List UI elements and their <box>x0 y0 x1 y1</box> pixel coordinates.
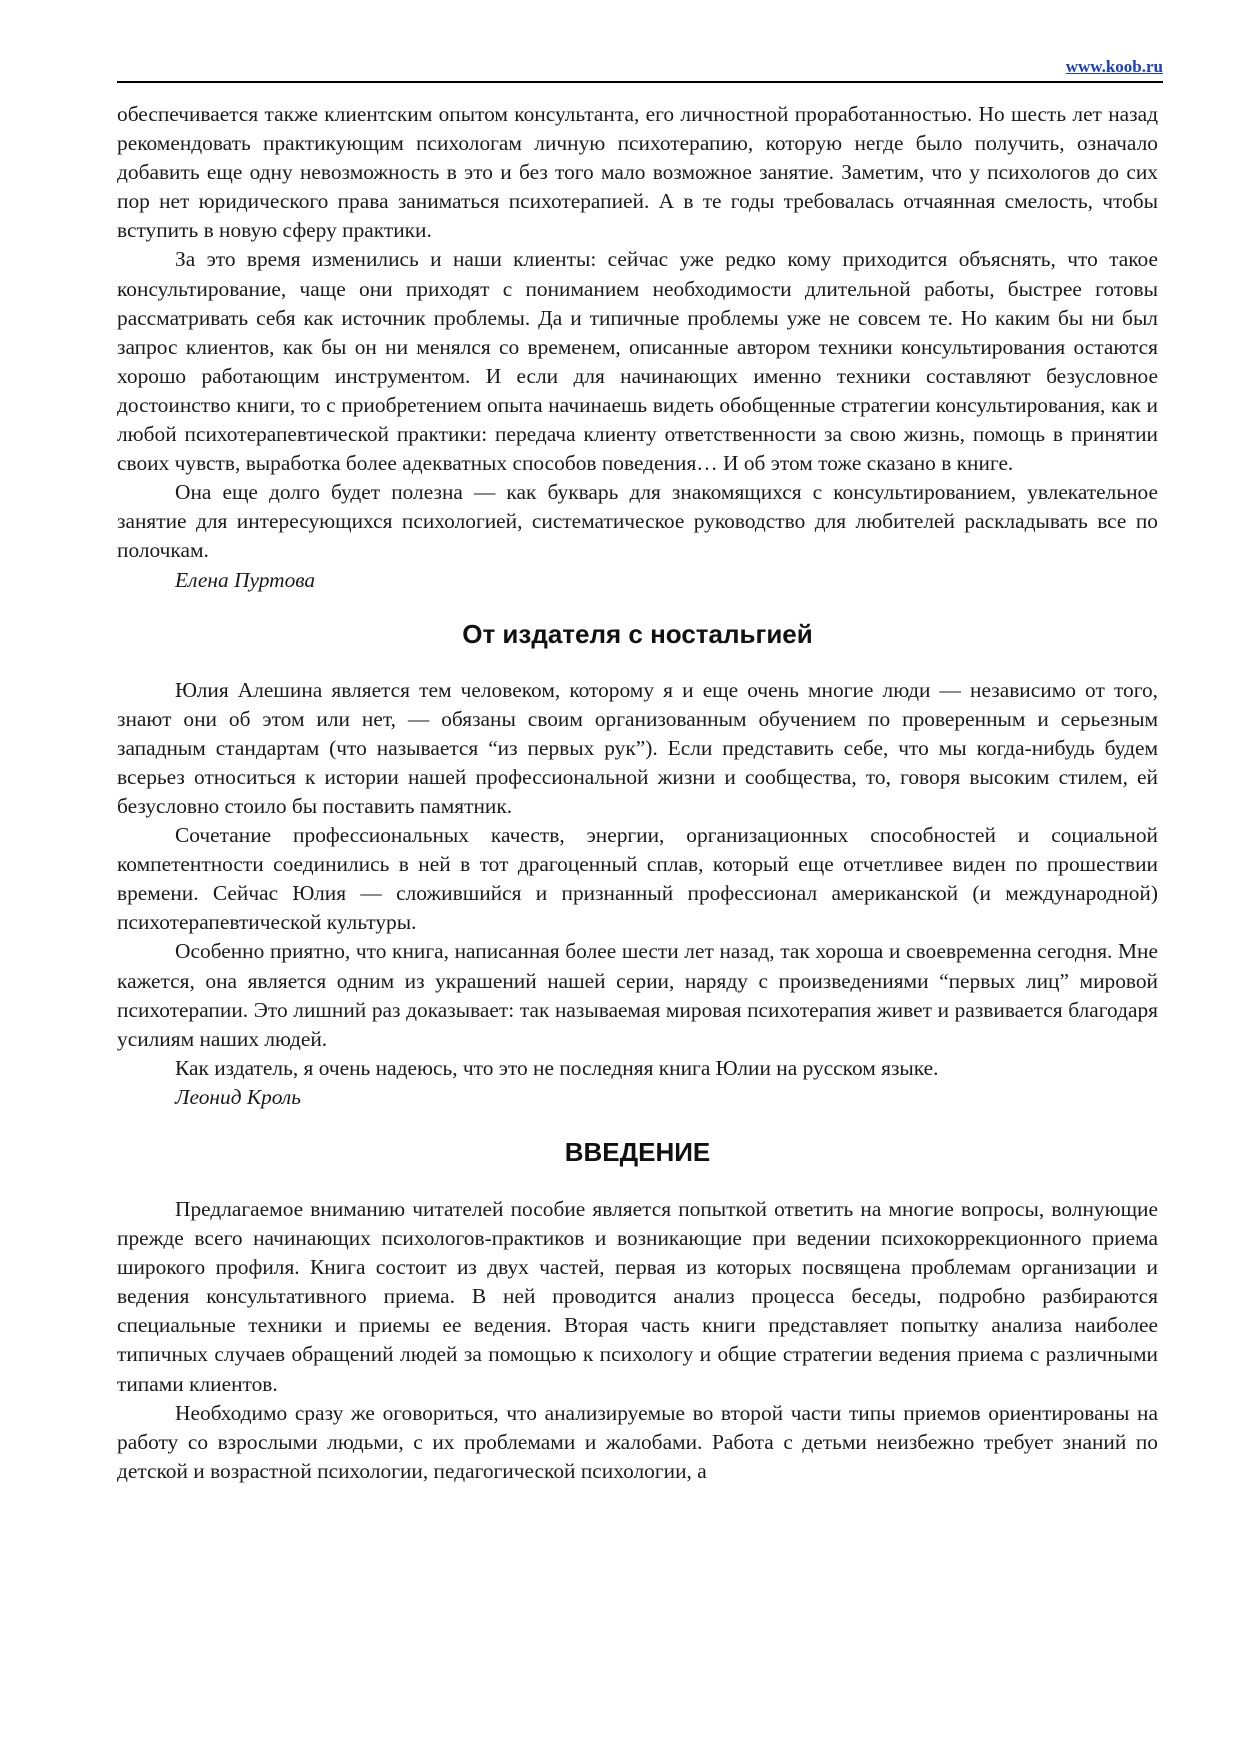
signature: Леонид Кроль <box>175 1084 301 1109</box>
paragraph: За это время изменились и наши клиенты: сейчас уже редко кому приходится объяснять, что такое консультирование, чаще они приходят с пониманием необходимости длительной работы, быстрее готовы рассматривать себя как источник проблемы. Да и типичные проблемы уже не совсем те. Но каким бы ни был запрос клиентов, как бы он ни менялся со временем, описанные автором техники консультирования остаются хорошо работающим инструментом. И если для начинающих именно техники составляют безусловное достоинство книги, то с приобретением опыта начинаешь видеть обобщенные стратегии консультирования, как и любой психотерапевтической практики: передача клиенту ответственности за свою жизнь, помощь в принятии своих чувств, выработка более адекватных способов поведения… И об этом тоже сказано в книге. <box>117 247 1158 476</box>
site-link[interactable]: www.koob.ru <box>1065 57 1163 76</box>
paragraph: Она еще долго будет полезна — как букварь для знакомящихся с консультированием, увлекательное занятие для интересующихся психологией, систематическое руководство для любителей раскладывать все по полочкам. <box>117 480 1158 563</box>
page-body <box>117 100 1158 1486</box>
paragraph: Особенно приятно, что книга, написанная более шести лет назад, так хороша и своевременна сегодня. Мне кажется, она является одним из украшений нашей серии, наряду с произведениями “первых лиц” мировой психотерапии. Это лишний раз доказывает: так называемая мировая психотерапия живет и развивается благодаря усилиям наших людей. <box>117 939 1158 1051</box>
paragraph: Сочетание профессиональных качеств, энергии, организационных способностей и социальной компетентности соединились в ней в тот драгоценный сплав, который еще отчетливее виден по прошествии времени. Сейчас Юлия — сложившийся и признанный профессионал американской (и международной) психотерапевтической культуры. <box>117 823 1158 935</box>
section-heading: ВВЕДЕНИЕ <box>564 1137 711 1167</box>
paragraph: Необходимо сразу же оговориться, что анализируемые во второй части типы приемов ориентированы на работу со взрослыми людьми, с их проблемами и жалобами. Работа с детьми неизбежно требует знаний по детской и возрастной психологии, педагогической психологии, а <box>117 1400 1158 1483</box>
paragraph: обеспечивается также клиентским опытом консультанта, его личностной проработанностью. Но шесть лет назад рекомендовать практикующим психологам личную психотерапию, которую негде было получить, означало добавить еще одну невозможность в это и без того мало возможное занятие. Заметим, что у психологов до сих пор нет юридического права заниматься психотерапией. А в те годы требовалась отчаянная смелость, чтобы вступить в новую сферу практики. <box>117 102 1158 243</box>
paragraph: Предлагаемое вниманию читателей пособие является попыткой ответить на многие вопросы, волнующие прежде всего начинающих психологов-практиков и возникающие при ведении психокоррекционного приема широкого профиля. Книга состоит из двух частей, первая из которых посвящена проблемам организации и ведения консультативного приема. В ней проводится анализ процесса беседы, подробно разбираются специальные техники и приемы ее ведения. Вторая часть книги представляет попытку анализа наиболее типичных случаев обращений людей за помощью к психологу и общие стратегии ведения приема с различными типами клиентов. <box>117 1197 1158 1396</box>
signature: Елена Пуртова <box>175 567 316 592</box>
paragraph: Юлия Алешина является тем человеком, которому я и еще очень многие люди — независимо от того, знают они об этом или нет, — обязаны своим организованным обучением по проверенным и серьезным западным стандартам (что называется “из первых рук”). Если представить себе, что мы когда-нибудь будем всерьез относиться к истории нашей профессиональной жизни и сообщества, то, говоря высоким стилем, ей безусловно стоило бы поставить памятник. <box>117 677 1158 818</box>
section-heading: От издателя с ностальгией <box>462 618 813 649</box>
paragraph: Как издатель, я очень надеюсь, что это не последняя книга Юлии на русском языке. <box>175 1055 939 1080</box>
header-divider <box>117 81 1163 83</box>
